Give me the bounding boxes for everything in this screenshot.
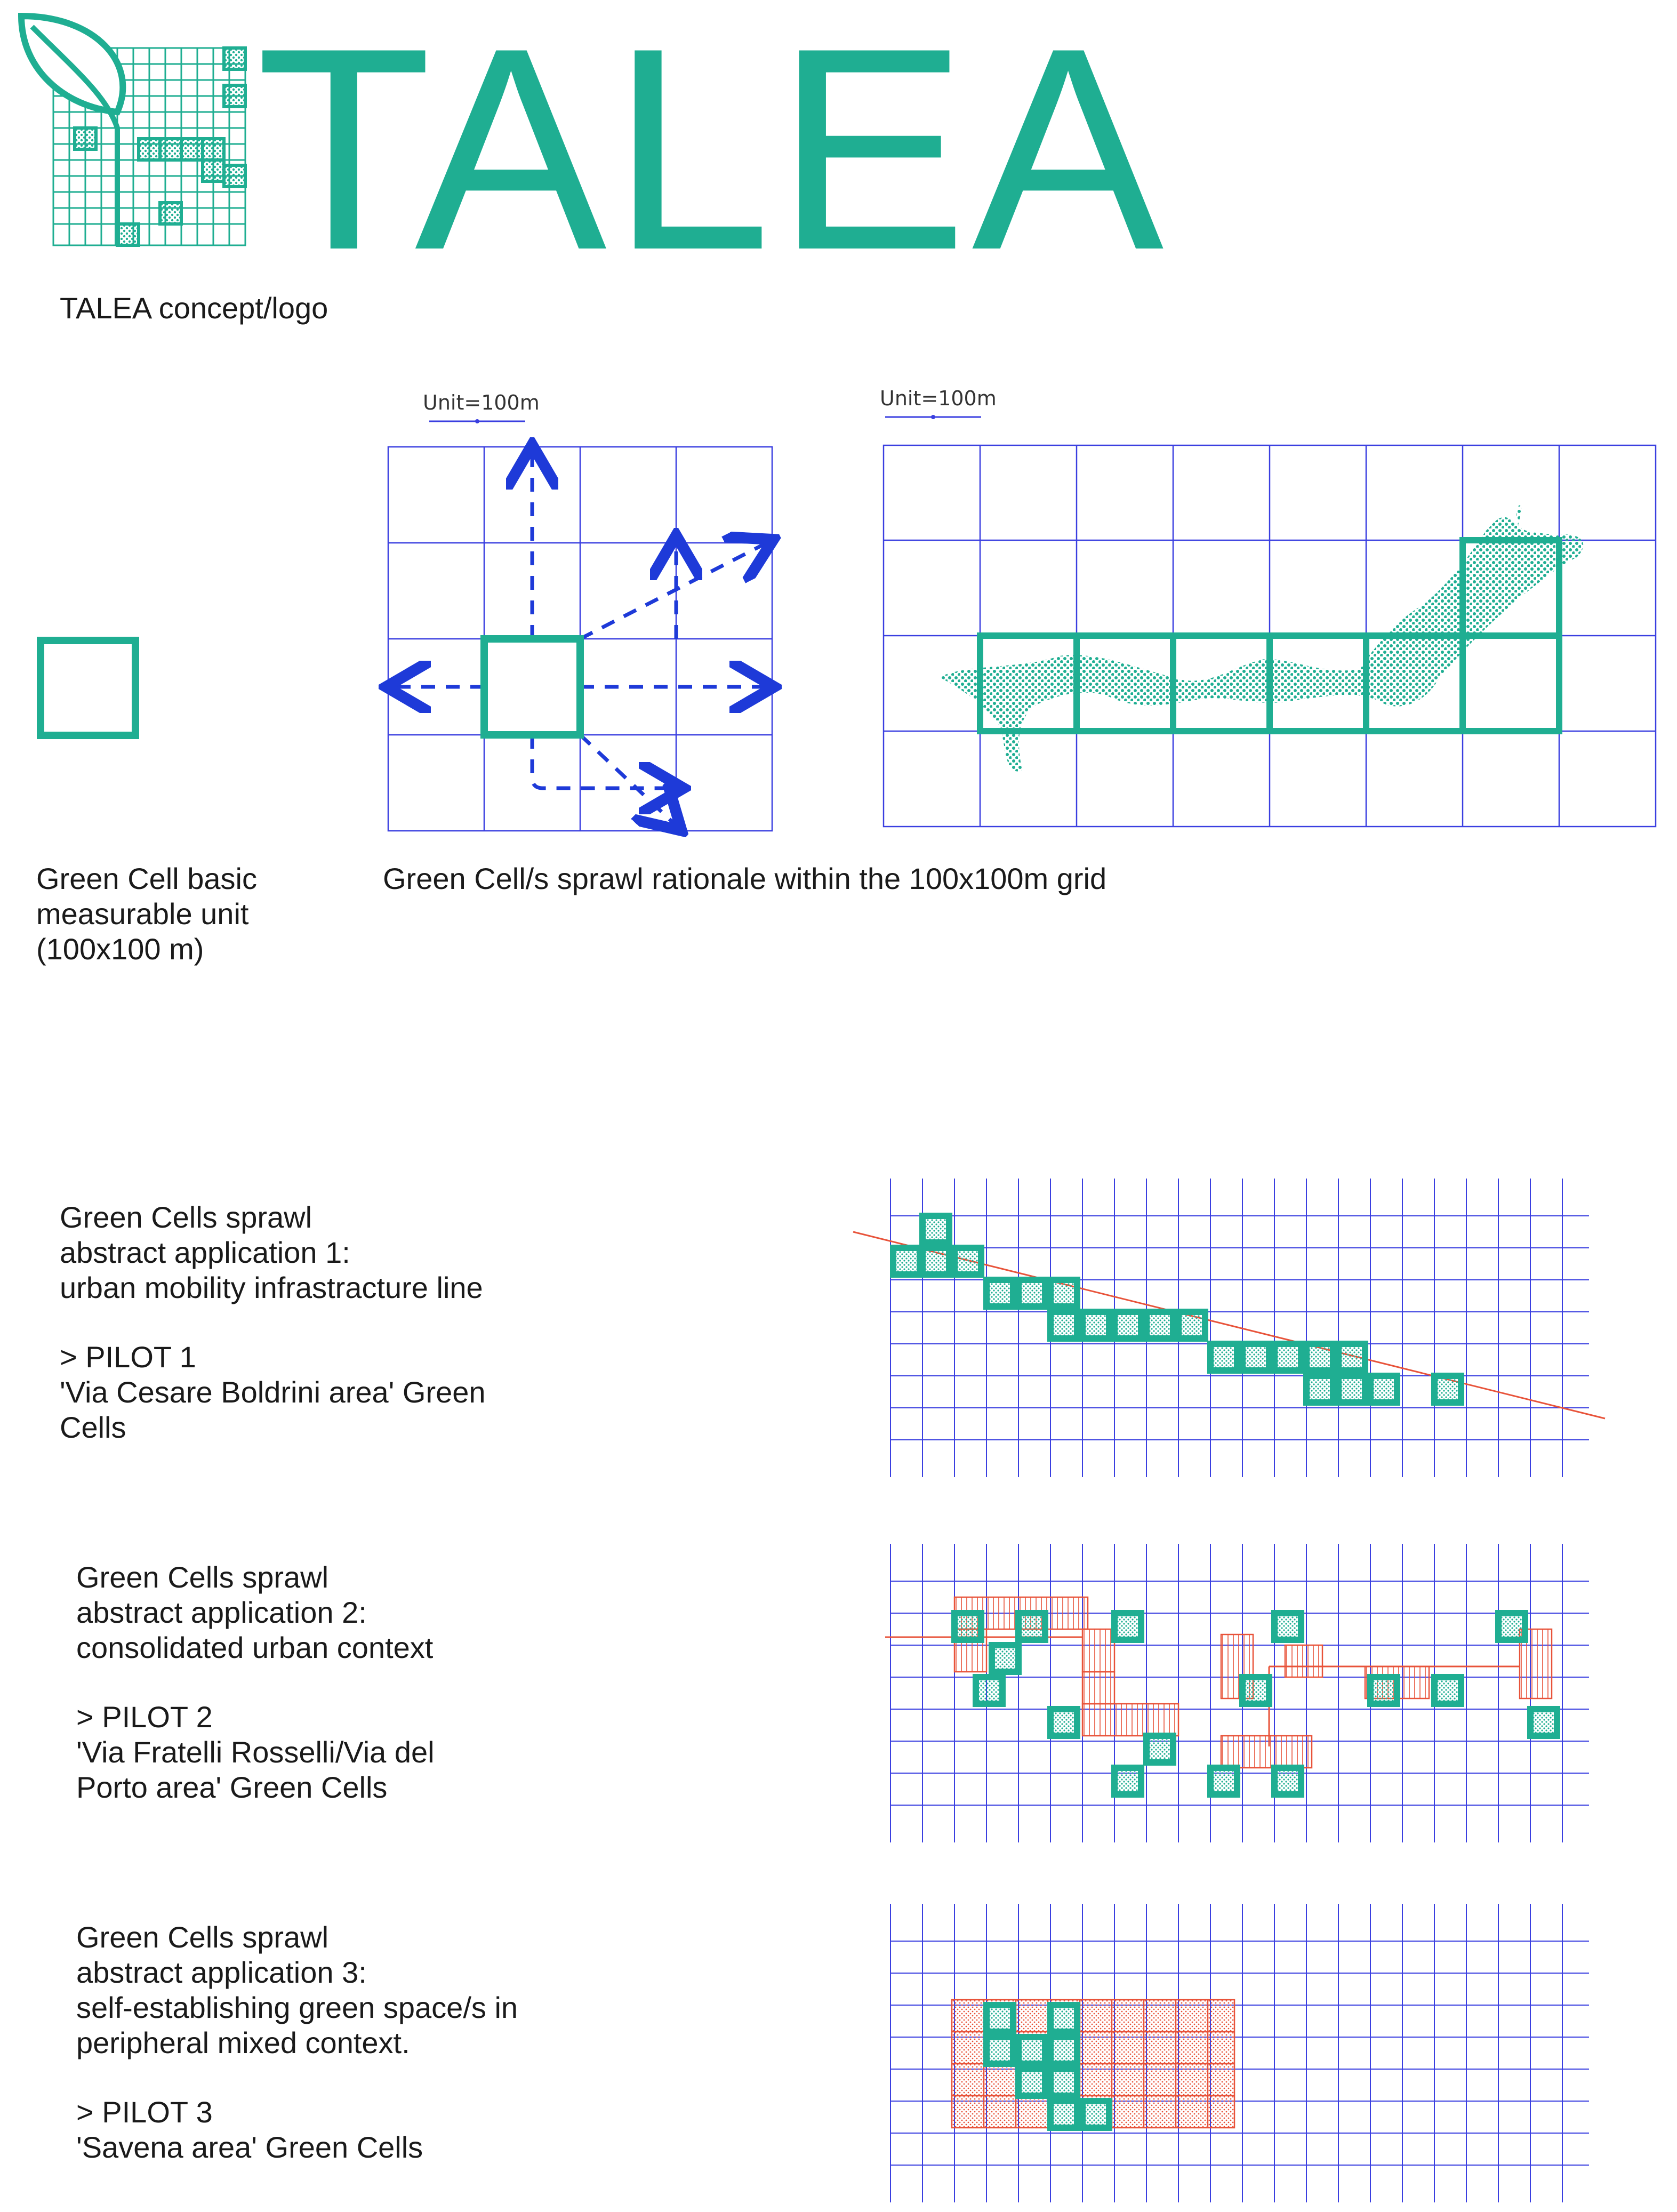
sprawl-arrows-diagram: [388, 447, 772, 833]
unit-label-right: Unit=100m: [880, 387, 997, 410]
pilot3-heading: Green Cells sprawl abstract application 3: self-establishing green space/s in peripheral mixed context.: [76, 1920, 518, 2059]
unit-scale-bar-left: [429, 416, 531, 427]
logo-caption: TALEA concept/logo: [60, 291, 328, 325]
pilot1-grid-diagram: [848, 1179, 1616, 1477]
pilot2-label: > PILOT 2 'Via Fratelli Rosselli/Via del Porto area' Green Cells: [76, 1700, 435, 1804]
sprawl-caption: Green Cell/s sprawl rationale within the 100x100m grid: [383, 862, 1107, 895]
pilot3-grid-diagram: [848, 1904, 1616, 2202]
talea-wordmark: TALEA: [256, 0, 1168, 310]
pilot1-label: > PILOT 1 'Via Cesare Boldrini area' Green Cells: [60, 1340, 486, 1444]
talea-logo-icon: [16, 11, 261, 251]
green-cell-unit: [37, 637, 139, 739]
green-cell-caption: Green Cell basic measurable unit (100x100 m): [36, 862, 257, 966]
pilot2-heading: Green Cells sprawl abstract application 2: consolidated urban context: [76, 1560, 434, 1664]
pilot2-grid-diagram: [848, 1544, 1616, 1842]
blob-sprawl-diagram: [884, 445, 1657, 829]
unit-scale-bar-right: [885, 412, 986, 422]
pilot3-label: > PILOT 3 'Savena area' Green Cells: [76, 2095, 423, 2164]
pilot1-heading: Green Cells sprawl abstract application 1: urban mobility infrastracture line: [60, 1200, 483, 1304]
unit-label-left: Unit=100m: [423, 391, 540, 414]
